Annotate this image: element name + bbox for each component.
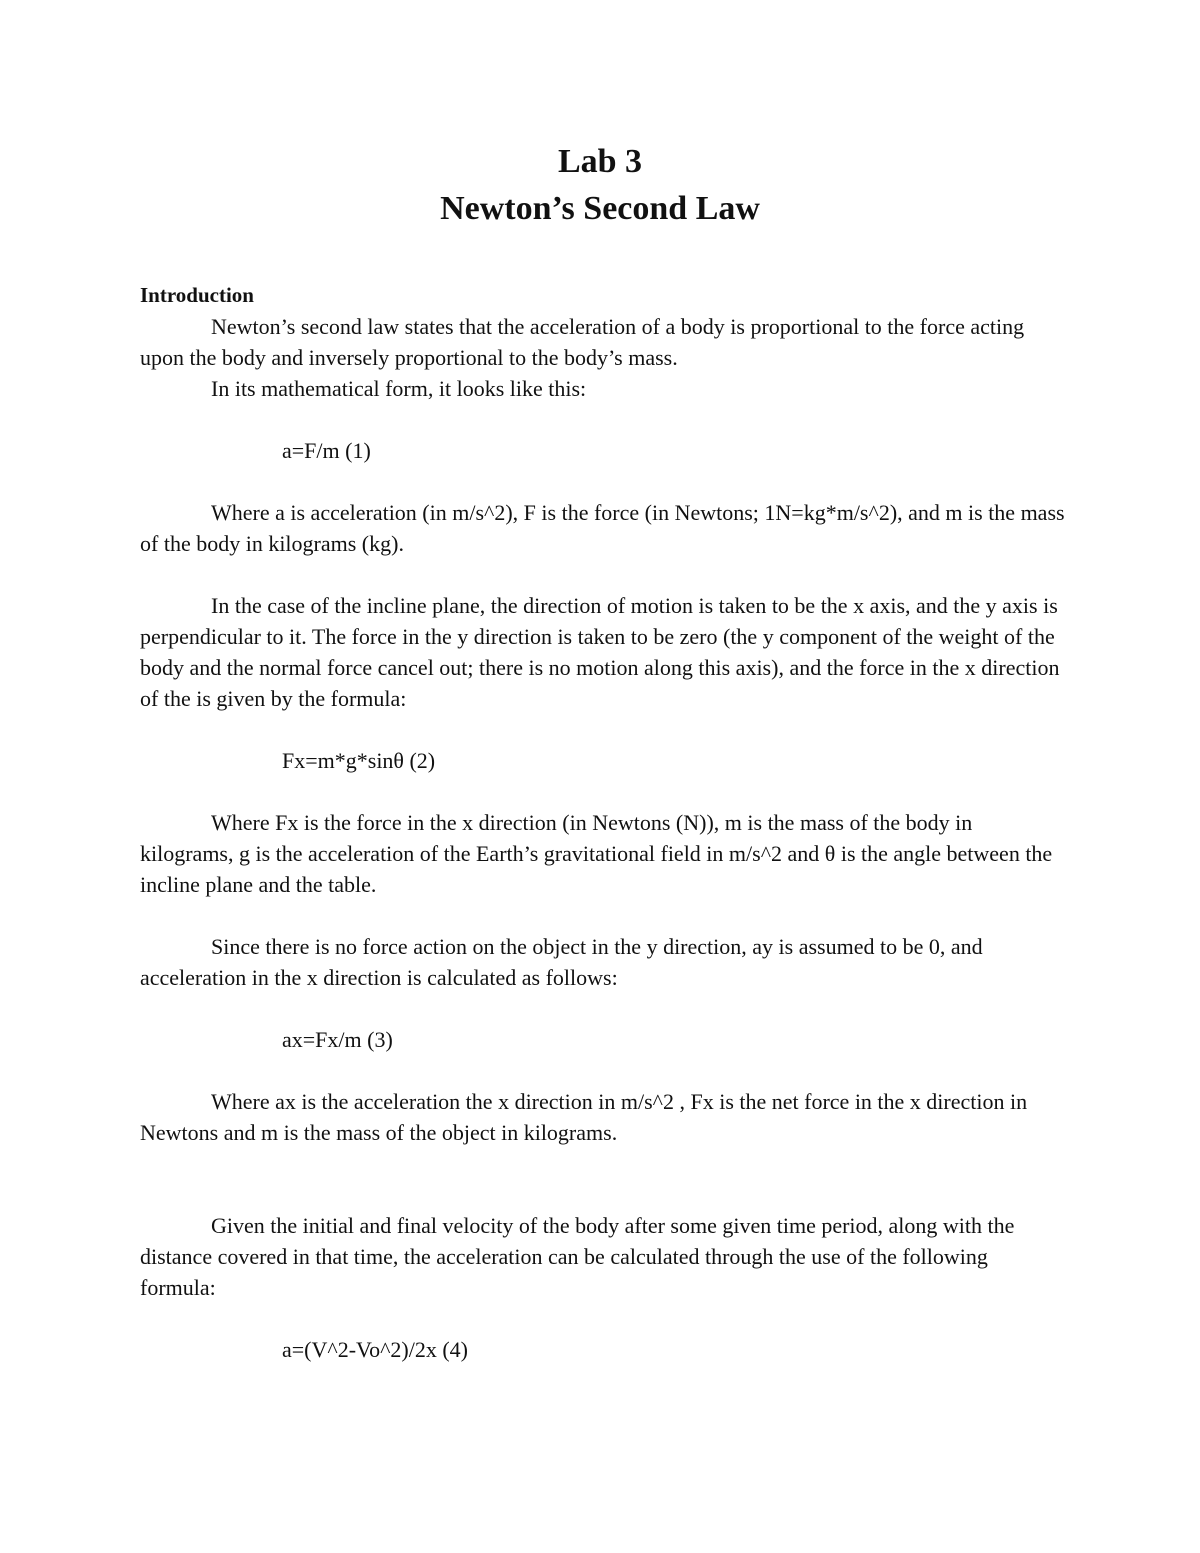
paragraph-eq1-explanation: Where a is acceleration (in m/s^2), F is the force (in Newtons; 1N=kg*m/s^2), and m is the mass of the body in kilograms (kg).: [140, 500, 1065, 556]
title-lab-number: Lab 3: [557, 143, 643, 180]
paragraph-eq3-explanation: Where ax is the acceleration the x direction in m/s^2 , Fx is the net force in the x direction in Newtons and m is the mass of the object in kilograms.: [140, 1089, 1028, 1145]
paragraph-law-statement: Newton’s second law states that the acceleration of a body is proportional to the force acting upon the body and inversely proportional to the body’s mass.: [140, 314, 1025, 370]
equation-3: ax=Fx/m (3): [282, 1027, 393, 1052]
document-body: [140, 280, 1065, 1365]
equation-2: Fx=m*g*sinθ (2): [282, 748, 436, 773]
paragraph-velocity-method: Given the initial and final velocity of the body after some given time period, along with the distance covered in that time, the acceleration can be calculated through the use of the following formula:: [140, 1213, 1015, 1300]
equation-1: a=F/m (1): [282, 438, 371, 463]
paragraph-math-form-intro: In its mathematical form, it looks like this:: [211, 376, 587, 401]
paragraph-y-direction: Since there is no force action on the object in the y direction, ay is assumed to be 0, and acceleration in the x direction is calculated as follows:: [140, 934, 983, 990]
paragraph-eq2-explanation: Where Fx is the force in the x direction (in Newtons (N)), m is the mass of the body in kilograms, g is the acceleration of the Earth’s gravitational field in m/s^2 and θ is the angle between the incline plane and the table.: [140, 810, 1053, 897]
equation-4: a=(V^2-Vo^2)/2x (4): [282, 1337, 469, 1362]
title-topic: Newton’s Second Law: [440, 190, 760, 227]
section-heading-introduction: Introduction: [140, 283, 254, 307]
paragraph-incline-plane: In the case of the incline plane, the direction of motion is taken to be the x axis, and the y axis is perpendicular to it. The force in the y direction is taken to be zero (the y component of the weight of the body and the normal force cancel out; there is no motion along this axis), and the force in the x direction of the is given by the formula:: [140, 593, 1060, 711]
